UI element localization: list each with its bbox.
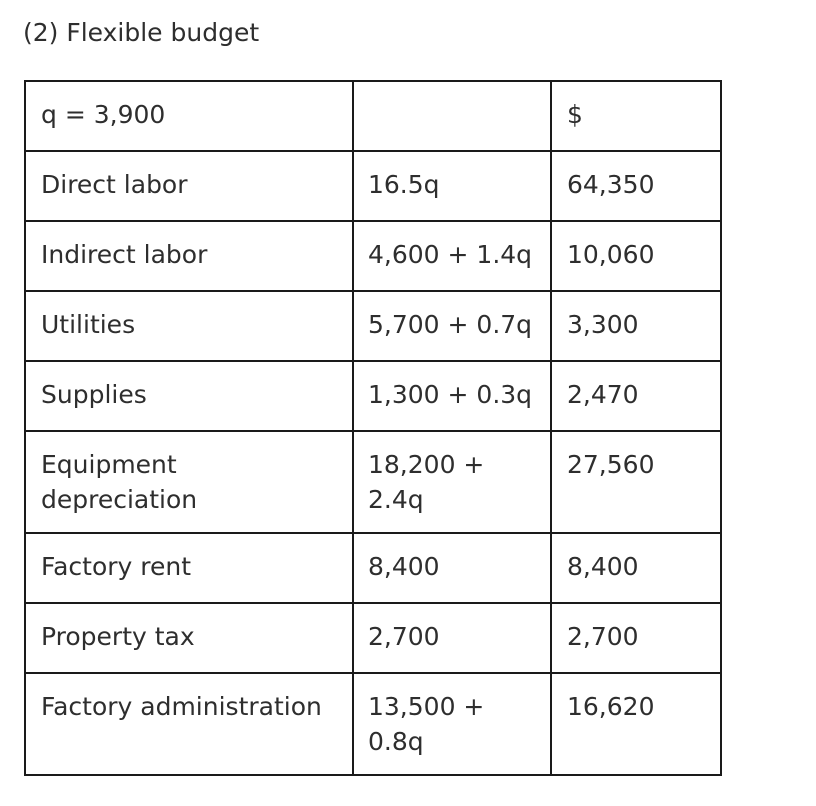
cost-amount-cell: 64,350 [551, 151, 721, 221]
cost-amount-cell: 8,400 [551, 533, 721, 603]
cost-amount-cell: 3,300 [551, 291, 721, 361]
cost-amount-cell: 2,700 [551, 603, 721, 673]
table-row [25, 533, 721, 603]
table-header-row [25, 81, 721, 151]
quantity-cell: q = 3,900 [25, 81, 353, 151]
cost-label-cell: Equipment depreciation [25, 431, 353, 533]
cost-label-cell: Direct labor [25, 151, 353, 221]
cost-formula-cell: 2,700 [353, 603, 551, 673]
cost-amount-cell: 10,060 [551, 221, 721, 291]
cost-formula-cell: 1,300 + 0.3q [353, 361, 551, 431]
cost-amount-cell: 2,470 [551, 361, 721, 431]
formula-header-cell [353, 81, 551, 151]
cost-formula-cell: 13,500 + 0.8q [353, 673, 551, 775]
cost-formula-cell: 16.5q [353, 151, 551, 221]
table-row [25, 151, 721, 221]
cost-label-cell: Factory administration [25, 673, 353, 775]
section-heading: (2) Flexible budget [23, 18, 260, 47]
table-row [25, 603, 721, 673]
cost-label-cell: Property tax [25, 603, 353, 673]
cost-formula-cell: 5,700 + 0.7q [353, 291, 551, 361]
cost-label-cell: Factory rent [25, 533, 353, 603]
cost-amount-cell: 27,560 [551, 431, 721, 533]
table-row [25, 673, 721, 775]
cost-amount-cell: 16,620 [551, 673, 721, 775]
cost-formula-cell: 8,400 [353, 533, 551, 603]
amount-header-cell: $ [551, 81, 721, 151]
cost-label-cell: Indirect labor [25, 221, 353, 291]
cost-formula-cell: 4,600 + 1.4q [353, 221, 551, 291]
cost-label-cell: Utilities [25, 291, 353, 361]
cost-label-cell: Supplies [25, 361, 353, 431]
table-row [25, 431, 721, 533]
flexible-budget-table [24, 80, 722, 776]
table-row [25, 291, 721, 361]
table-row [25, 361, 721, 431]
cost-formula-cell: 18,200 + 2.4q [353, 431, 551, 533]
table-row [25, 221, 721, 291]
